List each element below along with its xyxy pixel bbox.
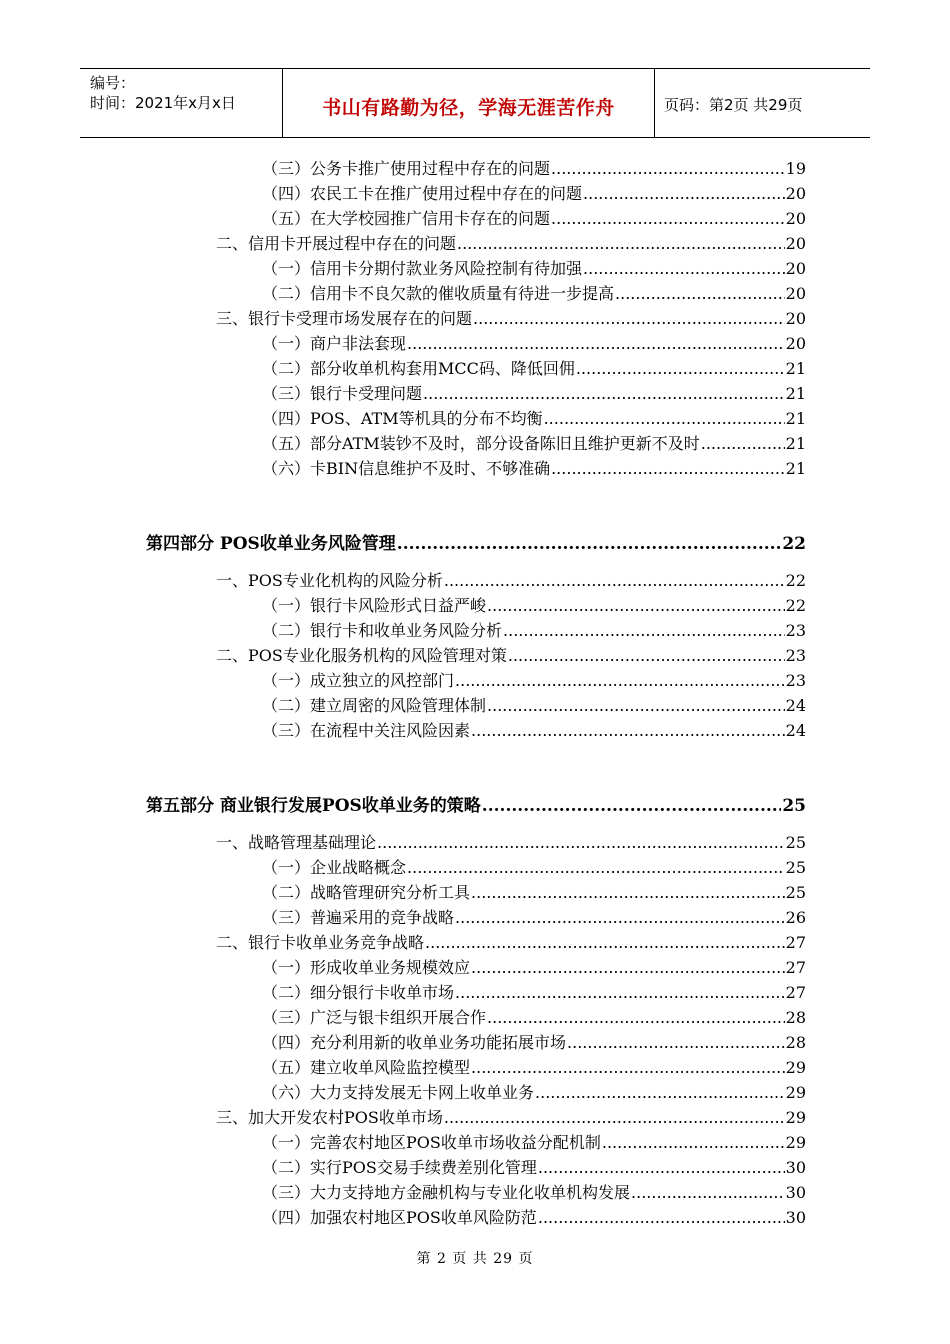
toc-entry-page: 20: [785, 259, 806, 278]
toc-dot-leader: [602, 1132, 785, 1154]
toc-dot-leader: [423, 383, 785, 405]
toc-entry-title: （二）实行POS交易手续费差别化管理: [262, 1158, 537, 1177]
toc-dot-leader: [567, 1032, 785, 1054]
toc-entry-page: 27: [785, 983, 806, 1002]
toc-entry[interactable]: [262, 907, 806, 929]
toc-dot-leader: [397, 533, 782, 555]
toc-entry-title: （二）信用卡不良欠款的催收质量有待进一步提高: [262, 284, 615, 303]
toc-entry[interactable]: [262, 957, 806, 979]
toc-dot-leader: [482, 795, 782, 817]
toc-entry-title: （三）普遍采用的竞争战略: [262, 908, 455, 927]
toc-dot-leader: [471, 957, 785, 979]
toc-dot-leader: [615, 283, 785, 305]
toc-dot-leader: [487, 595, 785, 617]
toc-entry-page: 30: [785, 1183, 806, 1202]
toc-entry-page: 24: [785, 721, 806, 740]
toc-entry[interactable]: [262, 1082, 806, 1104]
toc-entry-title: （一）完善农村地区POS收单市场收益分配机制: [262, 1133, 601, 1152]
toc-entry-page: 20: [785, 234, 806, 253]
toc-entry-page: 23: [785, 671, 806, 690]
toc-dot-leader: [471, 720, 785, 742]
toc-entry-title: 二、信用卡开展过程中存在的问题: [216, 234, 457, 253]
toc-entry-page: 25: [782, 796, 806, 816]
toc-entry-title: （一）信用卡分期付款业务风险控制有待加强: [262, 259, 583, 278]
toc-entry-page: 21: [785, 359, 806, 378]
toc-entry-title: （二）战略管理研究分析工具: [262, 883, 471, 902]
toc-dot-leader: [444, 1107, 785, 1129]
toc-entry-title: （二）银行卡和收单业务风险分析: [262, 621, 503, 640]
toc-entry-title: （六）大力支持发展无卡网上收单业务: [262, 1083, 535, 1102]
page-header: [80, 68, 870, 138]
toc-entry-page: 29: [785, 1083, 806, 1102]
toc-entry-page: 20: [785, 284, 806, 303]
document-time: 时间：2021年x月x日: [90, 94, 236, 112]
toc-dot-leader: [551, 458, 785, 480]
header-motto: 书山有路勤为径，学海无涯苦作舟: [322, 97, 615, 119]
toc-entry-title: 三、银行卡受理市场发展存在的问题: [216, 309, 473, 328]
toc-entry-page: 22: [785, 596, 806, 615]
toc-entry-title: （三）在流程中关注风险因素: [262, 721, 471, 740]
toc-entry-title: 一、POS专业化机构的风险分析: [216, 571, 443, 590]
toc-entry-page: 22: [782, 534, 806, 554]
toc-entry-page: 25: [785, 858, 806, 877]
toc-entry-page: 20: [785, 334, 806, 353]
toc-dot-leader: [701, 433, 785, 455]
toc-entry-page: 30: [785, 1208, 806, 1227]
toc-dot-leader: [538, 1157, 785, 1179]
toc-entry[interactable]: [262, 383, 806, 405]
toc-entry-title: （一）形成收单业务规模效应: [262, 958, 471, 977]
header-meta: [90, 73, 236, 113]
toc-dot-leader: [407, 857, 785, 879]
toc-dot-leader: [377, 832, 785, 854]
toc-entry-page: 20: [785, 184, 806, 203]
toc-entry[interactable]: [262, 333, 806, 355]
toc-dot-leader: [631, 1182, 785, 1204]
toc-dot-leader: [455, 982, 785, 1004]
toc-entry-page: 22: [785, 571, 806, 590]
toc-entry-title: （二）细分银行卡收单市场: [262, 983, 455, 1002]
toc-dot-leader: [551, 158, 785, 180]
header-page-info: 页码：第2页 共29页: [664, 96, 803, 114]
toc-entry-page: 28: [785, 1008, 806, 1027]
toc-entry-title: 三、加大开发农村POS收单市场: [216, 1108, 443, 1127]
toc-entry-title: 二、银行卡收单业务竞争战略: [216, 933, 425, 952]
toc-entry-title: （三）大力支持地方金融机构与专业化收单机构发展: [262, 1183, 631, 1202]
toc-dot-leader: [508, 645, 785, 667]
toc-dot-leader: [425, 932, 785, 954]
toc-entry[interactable]: [262, 208, 806, 230]
toc-entry[interactable]: [262, 1132, 806, 1154]
document-number-label: 编号：: [90, 74, 136, 92]
toc-dot-leader: [583, 258, 785, 280]
toc-entry[interactable]: [262, 358, 806, 380]
toc-entry-title: （六）卡BIN信息维护不及时、不够准确: [262, 459, 551, 478]
toc-entry-title: （一）成立独立的风控部门: [262, 671, 455, 690]
toc-entry-title: （一）银行卡风险形式日益严峻: [262, 596, 487, 615]
toc-entry-page: 20: [785, 309, 806, 328]
toc-dot-leader: [444, 570, 785, 592]
toc-entry-title: 第五部分 商业银行发展POS收单业务的策略: [146, 796, 481, 816]
toc-dot-leader: [455, 907, 785, 929]
toc-entry[interactable]: [262, 1057, 806, 1079]
toc-entry[interactable]: [216, 832, 806, 854]
toc-entry-title: （一）商户非法套现: [262, 334, 407, 353]
toc-entry[interactable]: [262, 857, 806, 879]
toc-entry[interactable]: [262, 183, 806, 205]
toc-entry-page: 21: [785, 409, 806, 428]
toc-entry[interactable]: [262, 1182, 806, 1204]
toc-entry-title: （二）建立周密的风险管理体制: [262, 696, 487, 715]
toc-dot-leader: [535, 1082, 785, 1104]
toc-dot-leader: [583, 183, 785, 205]
toc-entry[interactable]: [262, 595, 806, 617]
toc-entry[interactable]: [262, 670, 806, 692]
toc-entry-page: 23: [785, 646, 806, 665]
toc-entry-page: 29: [785, 1133, 806, 1152]
toc-entry-page: 27: [785, 958, 806, 977]
toc-entry-title: （五）部分ATM装钞不及时，部分设备陈旧且维护更新不及时: [262, 434, 700, 453]
toc-entry[interactable]: [216, 645, 806, 667]
toc-entry-title: （五）建立收单风险监控模型: [262, 1058, 471, 1077]
toc-dot-leader: [576, 358, 785, 380]
toc-entry-title: （四）充分利用新的收单业务功能拓展市场: [262, 1033, 567, 1052]
toc-entry-page: 27: [785, 933, 806, 952]
toc-entry[interactable]: [262, 458, 806, 480]
toc-entry[interactable]: [262, 1032, 806, 1054]
toc-dot-leader: [471, 1057, 785, 1079]
toc-entry-page: 21: [785, 434, 806, 453]
toc-entry[interactable]: [262, 720, 806, 742]
toc-entry[interactable]: [216, 932, 806, 954]
toc-entry-title: （二）部分收单机构套用MCC码、降低回佣: [262, 359, 575, 378]
toc-entry-page: 30: [785, 1158, 806, 1177]
toc-entry-page: 21: [785, 384, 806, 403]
toc-dot-leader: [457, 233, 785, 255]
header-divider: [654, 69, 655, 137]
toc-entry[interactable]: [262, 1207, 806, 1229]
toc-entry[interactable]: [262, 620, 806, 642]
toc-entry-title: 第四部分 POS收单业务风险管理: [146, 534, 396, 554]
toc-entry[interactable]: [262, 882, 806, 904]
toc-entry[interactable]: [262, 158, 806, 180]
toc-entry-page: 29: [785, 1108, 806, 1127]
toc-dot-leader: [503, 620, 785, 642]
toc-entry[interactable]: [216, 1107, 806, 1129]
toc-entry-title: （四）农民工卡在推广使用过程中存在的问题: [262, 184, 583, 203]
toc-entry-page: 21: [785, 459, 806, 478]
toc-entry-page: 25: [785, 883, 806, 902]
toc-entry-title: （四）POS、ATM等机具的分布不均衡: [262, 409, 543, 428]
toc-entry-title: 一、战略管理基础理论: [216, 833, 377, 852]
toc-dot-leader: [407, 333, 785, 355]
toc-entry-page: 19: [785, 159, 806, 178]
toc-entry[interactable]: [262, 283, 806, 305]
toc-entry-title: 二、POS专业化服务机构的风险管理对策: [216, 646, 507, 665]
toc-entry[interactable]: [216, 308, 806, 330]
toc-entry-page: 23: [785, 621, 806, 640]
toc-entry-page: 26: [785, 908, 806, 927]
toc-dot-leader: [487, 695, 785, 717]
toc-entry-title: （五）在大学校园推广信用卡存在的问题: [262, 209, 551, 228]
toc-entry[interactable]: [262, 982, 806, 1004]
toc-entry-title: （三）广泛与银卡组织开展合作: [262, 1008, 487, 1027]
toc-entry[interactable]: [262, 1157, 806, 1179]
toc-dot-leader: [487, 1007, 785, 1029]
toc-dot-leader: [544, 408, 785, 430]
toc-entry[interactable]: [216, 233, 806, 255]
toc-entry-title: （四）加强农村地区POS收单风险防范: [262, 1208, 537, 1227]
toc-dot-leader: [538, 1207, 785, 1229]
toc-entry-page: 25: [785, 833, 806, 852]
toc-dot-leader: [471, 882, 785, 904]
toc-entry[interactable]: [262, 1007, 806, 1029]
toc-entry[interactable]: [262, 433, 806, 455]
toc-entry[interactable]: [262, 695, 806, 717]
toc-entry[interactable]: [216, 570, 806, 592]
page-footer: 第 2 页 共 29 页: [416, 1251, 534, 1267]
toc-entry-page: 24: [785, 696, 806, 715]
toc-part-heading[interactable]: [146, 795, 806, 817]
toc-dot-leader: [455, 670, 785, 692]
toc-entry[interactable]: [262, 258, 806, 280]
toc-entry-page: 28: [785, 1033, 806, 1052]
toc-entry[interactable]: [262, 408, 806, 430]
toc-entry-page: 29: [785, 1058, 806, 1077]
toc-entry-title: （一）企业战略概念: [262, 858, 407, 877]
toc-dot-leader: [551, 208, 785, 230]
toc-entry-title: （三）公务卡推广使用过程中存在的问题: [262, 159, 551, 178]
toc-part-heading[interactable]: [146, 533, 806, 555]
toc-dot-leader: [473, 308, 785, 330]
toc-entry-page: 20: [785, 209, 806, 228]
toc-entry-title: （三）银行卡受理问题: [262, 384, 423, 403]
